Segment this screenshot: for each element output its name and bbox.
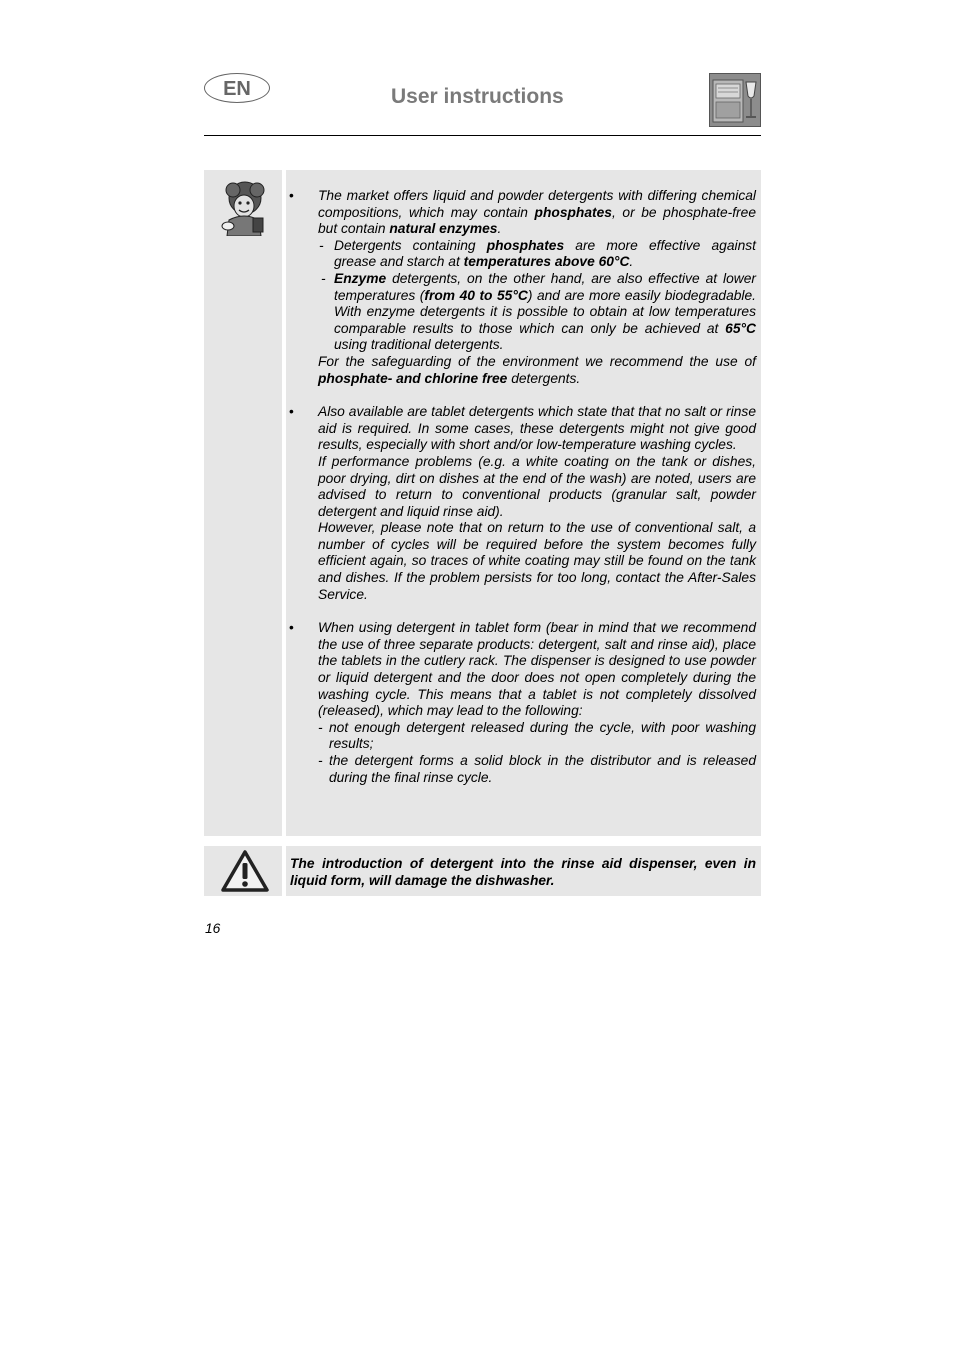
text-span-bold: Enzyme <box>334 270 387 286</box>
text-span: not enough detergent released during the cycle, with poor washing results; <box>329 719 756 752</box>
paragraph <box>318 354 756 387</box>
dishwasher-glass-icon <box>709 73 761 127</box>
text-span-bold: phosphate- and chlorine free <box>318 370 508 386</box>
text-span-bold: 65°C <box>725 320 756 336</box>
sub-item <box>318 238 756 271</box>
detergent-info <box>289 188 756 786</box>
language-badge: EN <box>204 73 270 103</box>
page-number: 16 <box>205 921 221 936</box>
warning-message: The introduction of detergent into the rinse aid dispenser, even in liquid form, will damage the dishwasher. <box>290 856 756 888</box>
dash-symbol: - <box>321 270 326 286</box>
paragraph <box>318 188 756 238</box>
sub-item <box>318 271 756 354</box>
list-item <box>289 404 756 603</box>
paragraph: Also available are tablet detergents which state that that no salt or rinse aid is required. In some cases, these detergents might not give good results, especially with short and/or low-temperature washing cycles. <box>318 404 756 453</box>
text-span-bold: from 40 to 55°C <box>424 287 528 303</box>
text-span: . <box>629 254 634 270</box>
text-span: ) and are more easily biodegradable. With enzyme detergents it is possible to obtain at low temperatures comparable results to those which can only be achieved at <box>334 287 757 336</box>
warning-triangle-icon <box>220 849 270 898</box>
text-span: Detergents containing <box>334 237 487 253</box>
paragraph: When using detergent in tablet form (bear in mind that we recommend the use of three separate products: detergent, salt and rinse aid), place the tablets in the cutlery rack. The dispenser is designed to use powder or liquid detergent and the door does not open completely during the washing cycle. This means that a tablet is not completely dissolved (released), which may lead to the following: <box>318 620 756 719</box>
text-span: are more effective against grease and starch at <box>334 237 756 270</box>
bullet-symbol: • <box>289 404 294 420</box>
bullet-symbol: • <box>289 188 294 203</box>
sub-item <box>318 720 756 753</box>
text-span: The market offers liquid and powder detergents with differing chemical compositions, which may contain <box>318 188 756 220</box>
page-header <box>204 70 761 136</box>
dash-symbol: - <box>319 237 324 253</box>
text-span: the detergent forms a solid block in the distributor and is released during the final rinse cycle. <box>329 753 756 785</box>
mascot-icon <box>219 180 269 241</box>
text-span-bold: temperatures above 60°C <box>463 254 630 270</box>
warning-icon-panel <box>204 846 282 896</box>
page-title: User instructions <box>391 85 564 108</box>
text-span: detergents, on the other hand, are also effective at lower temperatures ( <box>334 270 756 303</box>
sub-item <box>318 753 756 786</box>
paragraph: If performance problems (e.g. a white coating on the tank or dishes, poor drying, dirt on dishes at the end of the wash) are noted, users are advised to return to conventional products (granular salt, powder detergent and liquid rinse aid). <box>318 453 756 519</box>
text-span: , or be phosphate-free but contain <box>318 204 756 237</box>
text-span: For the safeguarding of the environment we recommend the use of <box>318 353 756 369</box>
list-item <box>289 620 756 786</box>
text-span-bold: phosphates <box>534 204 612 220</box>
dash-symbol: - <box>318 719 323 735</box>
text-span-bold: phosphates <box>486 237 565 253</box>
text-span: detergents. <box>507 370 581 386</box>
dash-symbol: - <box>318 753 323 768</box>
list-item <box>289 188 756 387</box>
text-span: using traditional detergents. <box>334 337 504 353</box>
text-span: . <box>497 221 502 237</box>
section-icon-panel <box>204 170 282 836</box>
text-span-bold: natural enzymes <box>389 221 498 237</box>
paragraph: However, please note that on return to the use of conventional salt, a number of cycles will be required before the system becomes fully efficient again, so traces of white coating may still be found on the tank and dishes. If the problem persists for too long, contact the After-Sales Service. <box>318 520 756 602</box>
bullet-symbol: • <box>289 620 294 636</box>
